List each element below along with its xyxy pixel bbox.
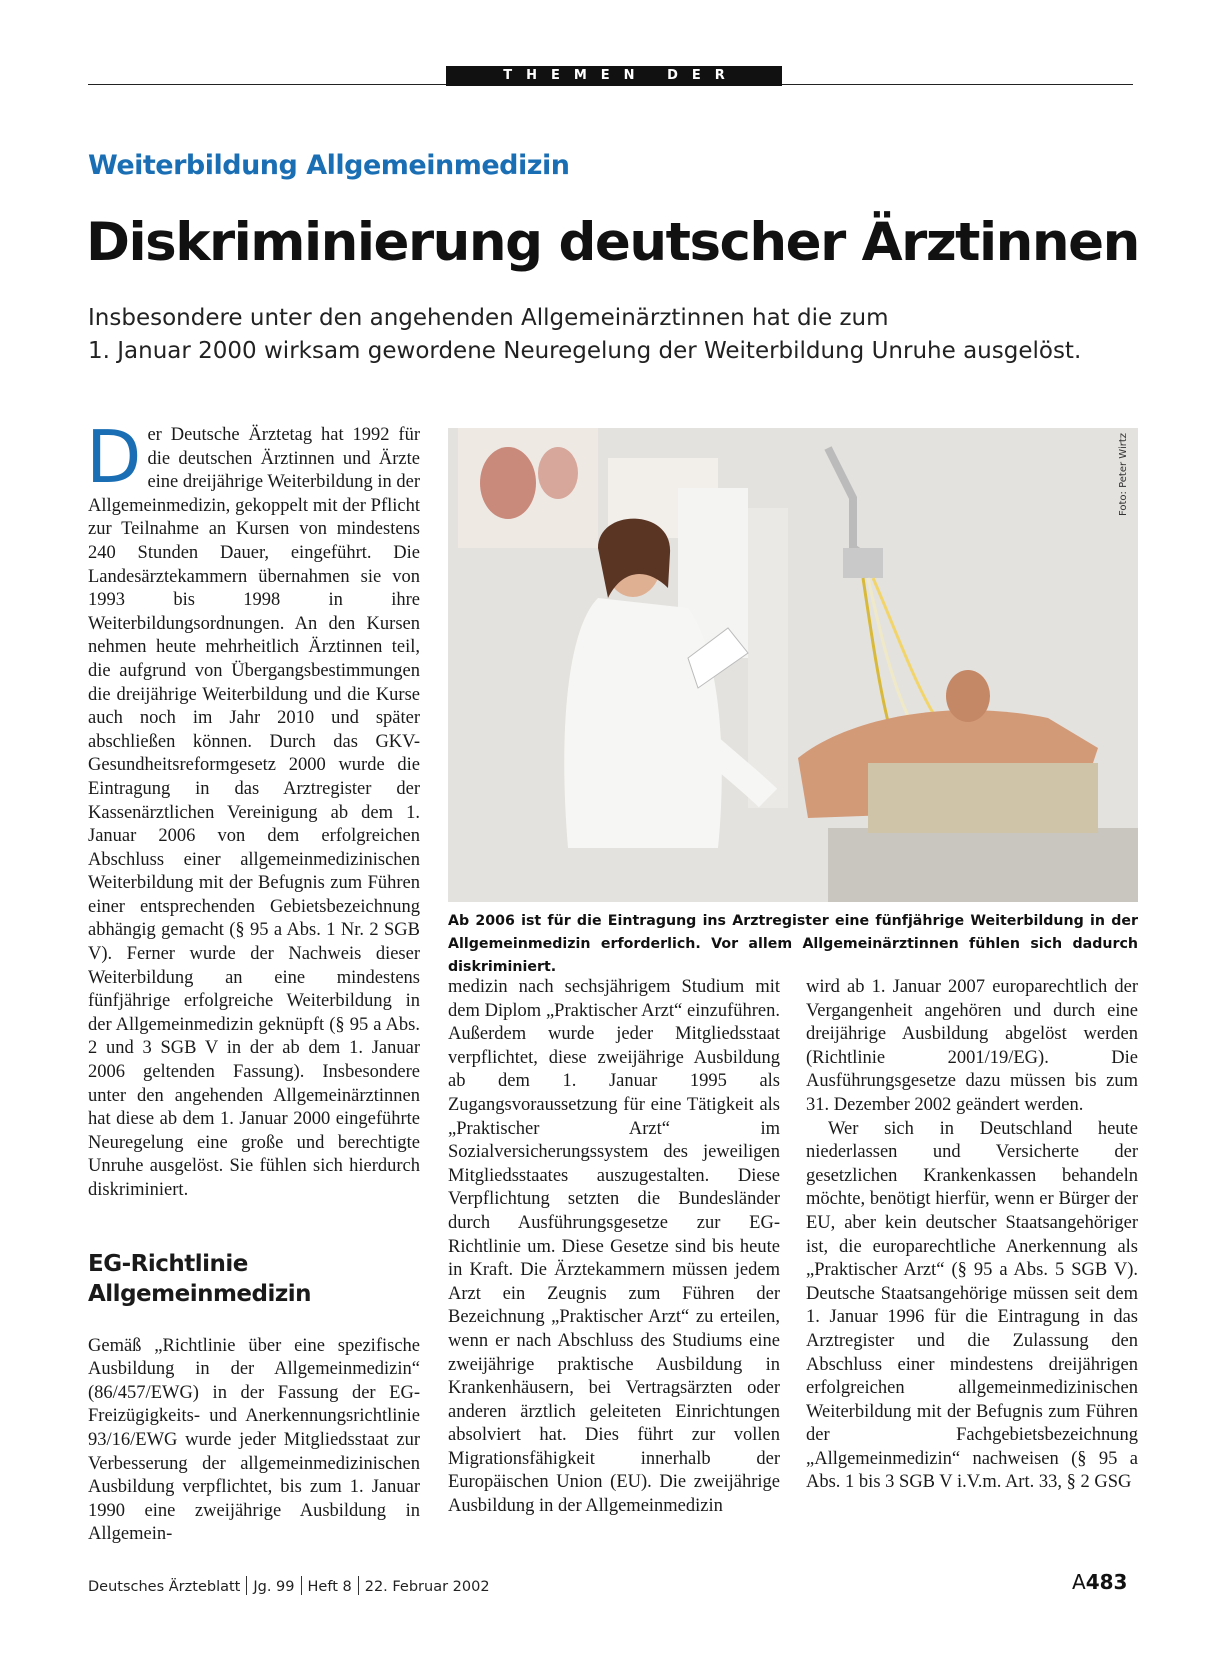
paragraph-text: er Deutsche Ärztetag hat 1992 für die deutschen Ärztinnen und Ärzte eine dreijährige Weiterbildung in der Allgemeinmedizin, gekoppelt mit der Pflicht zur Teilnahme an Kursen von mindestens 240 Stunden Dauer, eingeführt. Die Landesärztekammern übernahmen sie von 1993 bis 1998 in ihre Weiterbildungsordnungen. An den Kursen nehmen heute mehrheitlich Ärztinnen teil, die aufgrund von Übergangsbestimmungen die dreijährige Weiterbildung und die Kurse auch noch im Jahr 2010 und später abschließen können. Durch das GKV-Gesundheitsreformgesetz 2000 wurde die Eintragung in das Arztregister der Kassenärztlichen Vereinigung ab dem 1. Januar 2006 von dem erfolgreichen Abschluss einer allgemeinmedizinischen Weiterbildung mit der Befugnis zum Führen einer entsprechenden Gebietsbezeichnung abhängig gemacht (§ 95 a Abs. 1 Nr. 2 SGB V). Ferner wurde der Nachweis dieser Weiterbildung an eine mindestens fünfjährige erfolgreiche Weiterbildung in der Allgemeinmedizin geknüpft (§ 95 a Abs. 2 und 3 SGB V in der ab dem 1. Januar 2006 geltenden Fassung). Insbesondere unter den angehenden Allgemeinärztinnen hat diese ab dem 1. Januar 2000 eingeführte Neuregelung eine große und berechtigte Unruhe ausgelöst. Sie fühlen sich hierdurch diskriminiert.	[88, 425, 420, 1200]
journal-issue: Heft 8	[307, 1579, 352, 1595]
article-kicker: Weiterbildung Allgemeinmedizin	[88, 150, 570, 181]
body-paragraph: wird ab 1. Januar 2007 europarechtlich der Vergangenheit angehören und durch eine dreijährige Ausbildung abgelöst werden (Richtlinie 2001/19/EG). Die Ausführungsgesetze dazu müssen bis zum 31. Dezember 2002 geändert werden.	[806, 977, 1138, 1115]
page-number	[1072, 1570, 1127, 1594]
article-headline: Diskriminierung deutscher Ärztinnen	[86, 212, 1139, 273]
section-subheading: EG-Richtlinie Allgemeinmedizin	[88, 1250, 312, 1307]
footer-separator	[301, 1576, 302, 1595]
page-number-value: 483	[1085, 1570, 1128, 1594]
photo-caption: Ab 2006 ist für die Eintragung ins Arztregister eine fünfjährige Weiterbildung in der Allgemeinmedizin erforderlich. Vor allem Allgemeinärztinnen fühlen sich dadurch diskriminiert.	[448, 913, 1138, 975]
text-column-3	[806, 976, 1138, 1495]
body-paragraph: medizin nach sechsjährigem Studium mit dem Diplom „Praktischer Arzt“ einzuführen. Außerdem wurde jeder Mitgliedsstaat verpflichtet, diese zweijährige Ausbildung ab dem 1. Januar 1995 als Zugangsvoraussetzung für eine Tätigkeit als „Praktischer Arzt“ im Sozialversicherungssystem des jeweiligen Mitgliedsstaates auszugestalten. Diese Verpflichtung setzten die Bundesländer durch Ausführungsgesetze zur EG-Richtlinie um. Diese Gesetze sind bis heute in Kraft. Die Ärztekammern müssen jedem Arzt ein Zeugnis zum Führen der Bezeichnung „Praktischer Arzt“ zu erteilen, wenn er nach Abschluss des Studiums eine zweijährige praktische Ausbildung in Krankenhäusern, bei Vertragsärzten oder anderen ärztlich geleiteten Einrichtungen absolviert hat. Dies führt zur vollen Migrationsfähigkeit innerhalb der Europäischen Union (EU). Die zweijährige Ausbildung in der Allgemeinmedizin	[448, 977, 780, 1517]
body-paragraph: Wer sich in Deutschland heute niederlassen und Versicherte der gesetzlichen Krankenkassen behandeln möchte, benötigt hierfür, wenn er Bürger der EU, aber kein deutscher Staatsangehöriger ist, die europarechtliche Anerkennung als „Praktischer Arzt“ (§ 95 a Abs. 5 SGB V). Deutsche Staatsangehörige müssen seit dem 1. Januar 1996 für die Eintragung in das Arztregister und die Zulassung den Abschluss einer mindestens dreijährigen erfolgreichen allgemeinmedizinischen Weiterbildung mit der Befugnis zum Führen der Fachgebietsbezeichnung „Allgemeinmedizin“ nachweisen (§ 95 a Abs. 1 bis 3 SGB V i.V.m. Art. 33, § 2 GSG	[806, 1118, 1138, 1493]
photo-credit: Foto: Peter Wirtz	[1118, 432, 1129, 516]
footer-separator	[358, 1576, 359, 1595]
article-photo	[448, 428, 1138, 902]
lead-line: Insbesondere unter den angehenden Allgemeinärztinnen hat die zum	[88, 305, 889, 331]
page-footer	[88, 1576, 490, 1595]
text-column-2	[448, 976, 780, 1519]
article-lead	[88, 302, 1138, 368]
issue-date: 22. Februar 2002	[364, 1579, 490, 1595]
page-prefix: A	[1072, 1570, 1086, 1594]
journal-name: Deutsches Ärzteblatt	[88, 1579, 241, 1595]
drop-cap: D	[86, 415, 142, 499]
footer-separator	[246, 1576, 247, 1595]
journal-volume: Jg. 99	[253, 1579, 295, 1595]
body-paragraph: Gemäß „Richtlinie über eine spezifische Ausbildung in der Allgemeinmedizin“ (86/457/EWG) in der Fassung der EG-Freizügigkeits- und Anerkennungsrichtlinie 93/16/EWG wurde jeder Mitgliedsstaat zur Verbesserung der allgemeinmedizinischen Ausbildung verpflichtet, bis zum 1. Januar 1990 eine zweijährige Ausbildung in Allgemein-	[88, 1335, 420, 1545]
photo-illustration	[448, 428, 1138, 902]
lead-line: 1. Januar 2000 wirksam gewordene Neuregelung der Weiterbildung Unruhe ausgelöst.	[88, 338, 1082, 364]
body-paragraph	[86, 415, 420, 1203]
section-label: THEMEN DER ZEIT	[446, 66, 782, 86]
text-column-1	[86, 415, 420, 1547]
